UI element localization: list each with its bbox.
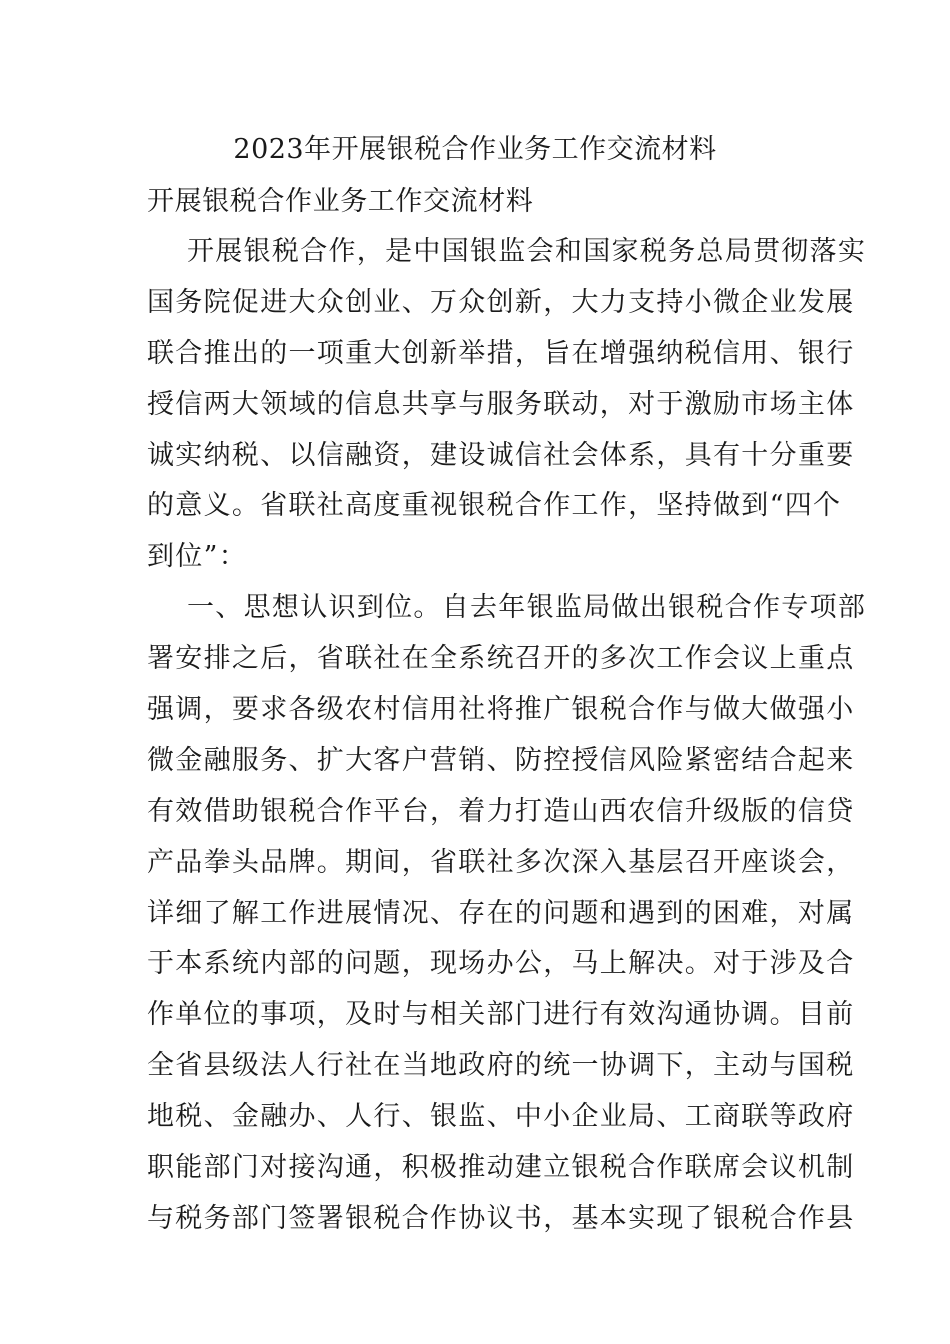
paragraph-line: 于本系统内部的问题，现场办公，马上解决。对于涉及合 [147,948,855,980]
paragraph-line: 开展银税合作，是中国银监会和国家税务总局贯彻落实 [187,236,867,267]
paragraph-line: 微金融服务、扩大客户营销、防控授信风险紧密结合起来 [147,744,855,776]
paragraph-line: 与税务部门签署银税合作协议书，基本实现了银税合作县 [147,1202,855,1234]
paragraph-line: 的意义。省联社高度重视银税合作工作，坚持做到“四个 [147,490,842,522]
paragraph-line: 作单位的事项，及时与相关部门进行有效沟通协调。目前 [147,999,855,1031]
paragraph-line: 联合推出的一项重大创新举措，旨在增强纳税信用、银行 [147,337,855,369]
paragraph-line: 地税、金融办、人行、银监、中小企业局、工商联等政府 [147,1101,855,1133]
paragraph-line: 全省县级法人行社在当地政府的统一协调下，主动与国税 [147,1050,855,1082]
paragraph-line: 职能部门对接沟通，积极推动建立银税合作联席会议机制 [147,1152,855,1184]
paragraph-line: 一、思想认识到位。自去年银监局做出银税合作专项部 [187,592,867,624]
document-subtitle: 开展银税合作业务工作交流材料 [147,186,534,217]
paragraph-line: 有效借助银税合作平台，着力打造山西农信升级版的信贷 [147,795,855,827]
paragraph-line: 授信两大领域的信息共享与服务联动，对于激励市场主体 [147,388,855,420]
paragraph-line: 诚实纳税、以信融资，建设诚信社会体系，具有十分重要 [147,439,855,471]
paragraph-line: 到位”： [147,541,248,573]
paragraph-line: 强调，要求各级农村信用社将推广银税合作与做大做强小 [147,694,855,726]
paragraph-line: 署安排之后，省联社在全系统召开的多次工作会议上重点 [147,643,855,675]
paragraph-line: 产品拳头品牌。期间，省联社多次深入基层召开座谈会， [147,846,855,878]
paragraph-line: 详细了解工作进展情况、存在的问题和遇到的困难，对属 [147,897,855,929]
paragraph-line: 国务院促进大众创业、万众创新，大力支持小微企业发展 [147,286,855,318]
document-title: 2023年开展银税合作业务工作交流材料 [233,134,717,165]
document-body [147,232,867,1250]
